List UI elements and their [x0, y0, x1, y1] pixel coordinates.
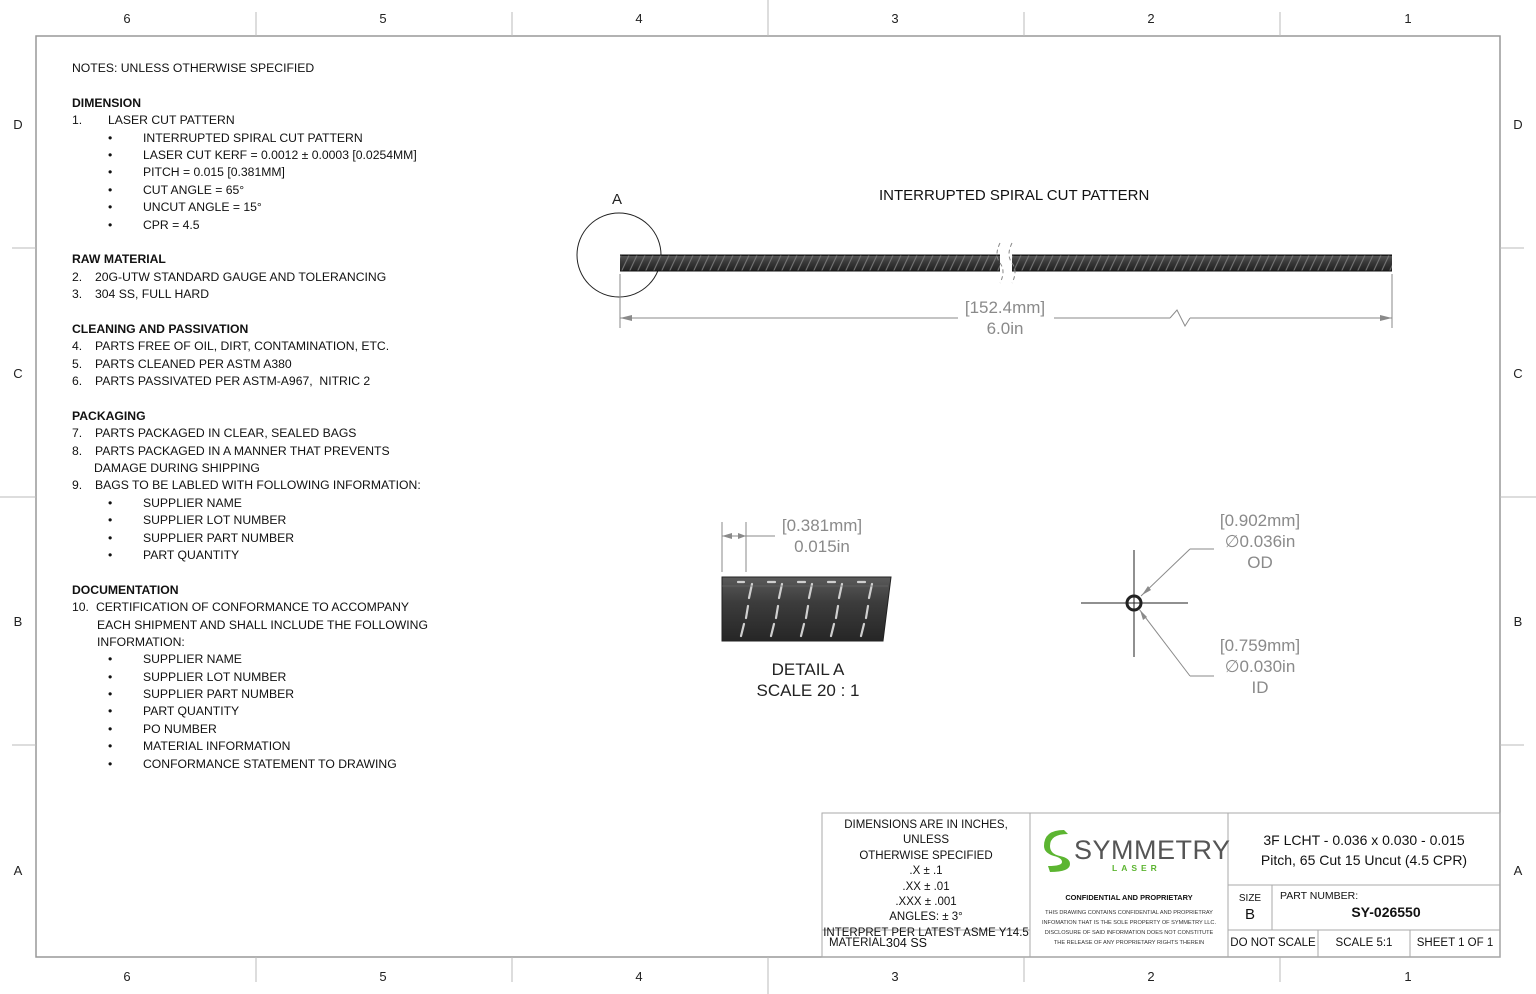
note-text: PART QUANTITY — [143, 704, 240, 719]
bullet-glyph: • — [108, 669, 113, 684]
id-label: ID — [1251, 678, 1269, 697]
tolerance-line: .XXX ± .001 — [895, 896, 957, 909]
note-text: DAMAGE DURING SHIPPING — [94, 460, 260, 475]
note-number: 8. — [72, 443, 83, 458]
tolerance-block — [822, 818, 1030, 941]
zone-col-5: 5 — [379, 11, 387, 26]
zone-col-2: 2 — [1147, 11, 1155, 26]
zone-col-1: 1 — [1404, 11, 1412, 26]
part-title-line-2: Pitch, 65 Cut 15 Uncut (4.5 CPR) — [1260, 852, 1468, 868]
notes-bullet-item — [72, 721, 512, 738]
zone-col-3-bottom: 3 — [891, 969, 899, 984]
notes-bullet-item — [72, 703, 512, 720]
note-text: PART QUANTITY — [143, 547, 240, 562]
zone-col-4-bottom: 4 — [635, 969, 643, 984]
note-text: 304 SS, FULL HARD — [95, 287, 210, 302]
length-dimension-in: 6.0in — [986, 319, 1024, 338]
note-text: BAGS TO BE LABLED WITH FOLLOWING INFORMATION: — [95, 478, 421, 493]
note-text: MATERIAL INFORMATION — [143, 739, 291, 754]
note-number: 7. — [72, 426, 83, 441]
notes-body — [72, 77, 512, 773]
notes-bullet-item — [72, 512, 512, 529]
sheet-number: SHEET 1 OF 1 — [1416, 937, 1494, 949]
bullet-glyph: • — [108, 721, 113, 736]
section-view — [1081, 549, 1214, 676]
note-text: PITCH = 0.015 [0.381MM] — [143, 165, 285, 180]
bullet-glyph: • — [108, 147, 113, 162]
note-number: 3. — [72, 287, 83, 302]
size-label: SIZE — [1238, 893, 1262, 904]
bullet-glyph: • — [108, 739, 113, 754]
notes-bullet-item — [72, 756, 512, 773]
pitch-dimension-in: 0.015in — [794, 537, 850, 556]
zone-row-a: A — [13, 863, 23, 878]
notes-spacer — [72, 564, 512, 581]
company-name: SYMMETRY — [1074, 835, 1231, 865]
notes-bullet-item — [72, 199, 512, 216]
tube-left-segment — [620, 255, 1000, 271]
tolerance-line: .X ± .1 — [909, 865, 943, 878]
main-view-title: INTERRUPTED SPIRAL CUT PATTERN — [879, 187, 1150, 204]
notes-numbered-item — [72, 373, 512, 390]
notes-bullet-item — [72, 217, 512, 234]
confidential-text — [1030, 908, 1228, 948]
note-text: PARTS CLEANED PER ASTM A380 — [95, 356, 292, 371]
do-not-scale: DO NOT SCALE — [1230, 937, 1316, 949]
tolerance-line: .XX ± .01 — [902, 880, 950, 893]
note-text: 20G-UTW STANDARD GAUGE AND TOLERANCING — [95, 269, 387, 284]
notes-section-heading: RAW MATERIAL — [72, 252, 166, 267]
note-text: PO NUMBER — [143, 721, 217, 736]
od-label: OD — [1247, 553, 1273, 572]
drawing-notes — [72, 60, 512, 773]
notes-section-heading: DIMENSION — [72, 95, 142, 110]
tube-right-segment — [1012, 255, 1392, 271]
symmetry-logo-mark — [1044, 830, 1070, 872]
notes-numbered-item — [72, 477, 512, 494]
part-number-label: PART NUMBER: — [1280, 890, 1359, 902]
zone-row-a-right: A — [1513, 863, 1523, 878]
bullet-glyph: • — [108, 182, 113, 197]
note-text: CONFORMANCE STATEMENT TO DRAWING — [143, 756, 397, 771]
confidential-heading: CONFIDENTIAL AND PROPRIETARY — [1065, 893, 1193, 902]
notes-bullet-item — [72, 651, 512, 668]
zone-row-d: D — [13, 117, 23, 132]
zone-col-1-bottom: 1 — [1404, 969, 1412, 984]
bullet-glyph: • — [108, 687, 113, 702]
zone-row-b-right: B — [1513, 614, 1523, 629]
notes-bullet-item — [72, 738, 512, 755]
notes-numbered-item — [72, 286, 512, 303]
note-number: 10. — [72, 600, 89, 615]
tolerance-line: INTERPRET PER LATEST ASME Y14.5 — [823, 926, 1029, 939]
part-title-line-1: 3F LCHT - 0.036 x 0.030 - 0.015 — [1263, 832, 1465, 848]
bullet-glyph: • — [108, 547, 113, 562]
note-number: 4. — [72, 339, 83, 354]
od-dimension-mm: [0.902mm] — [1219, 511, 1301, 530]
note-number: 1. — [72, 113, 83, 128]
size-value: B — [1244, 906, 1255, 923]
bullet-glyph: • — [108, 530, 113, 545]
notes-numbered-item — [72, 460, 512, 477]
notes-bullet-item — [72, 495, 512, 512]
notes-bullet-item — [72, 686, 512, 703]
note-text: LASER CUT PATTERN — [108, 113, 235, 128]
notes-section-heading: PACKAGING — [72, 408, 146, 423]
notes-numbered-item — [72, 425, 512, 442]
notes-numbered-item — [72, 356, 512, 373]
notes-numbered-item — [72, 112, 512, 129]
confidential-line: DISCLOSURE OF SAID INFORMATION DOES NOT CONSTITUTE — [1044, 930, 1214, 936]
notes-numbered-item — [72, 617, 512, 634]
note-text: PARTS PACKAGED IN CLEAR, SEALED BAGS — [95, 426, 357, 441]
length-dimension-mm: [152.4mm] — [964, 298, 1046, 317]
company-subname: LASER — [1112, 863, 1161, 873]
note-text: SUPPLIER PART NUMBER — [143, 687, 295, 702]
od-dimension-in: ∅0.036in — [1224, 532, 1296, 551]
zone-row-c-right: C — [1513, 366, 1523, 381]
tolerance-line: ANGLES: ± 3° — [889, 911, 963, 924]
sheet-scale: SCALE 5:1 — [1335, 937, 1393, 949]
note-text: PARTS PASSIVATED PER ASTM-A967, NITRIC 2 — [95, 374, 371, 389]
note-number: 6. — [72, 374, 83, 389]
notes-numbered-item — [72, 338, 512, 355]
note-text: SUPPLIER NAME — [143, 652, 242, 667]
zone-col-2-bottom: 2 — [1147, 969, 1155, 984]
note-text: SUPPLIER LOT NUMBER — [143, 669, 287, 684]
part-title — [1228, 830, 1500, 870]
notes-numbered-item — [72, 599, 512, 616]
notes-bullet-item — [72, 164, 512, 181]
confidential-line: THIS DRAWING CONTAINS CONFIDENTIAL AND PROPRIETRAY — [1045, 910, 1213, 916]
notes-spacer — [72, 303, 512, 320]
bullet-glyph: • — [108, 200, 113, 215]
notes-numbered-item — [72, 269, 512, 286]
material-value: 304 SS — [886, 936, 928, 950]
note-text: CPR = 4.5 — [143, 217, 200, 232]
notes-bullet-item — [72, 130, 512, 147]
notes-section-heading: DOCUMENTATION — [72, 582, 179, 597]
note-number: 5. — [72, 356, 83, 371]
notes-bullet-item — [72, 182, 512, 199]
note-text: PARTS FREE OF OIL, DIRT, CONTAMINATION, ETC. — [95, 339, 390, 354]
note-text: INFORMATION: — [97, 634, 185, 649]
detail-a-scale: SCALE 20 : 1 — [756, 681, 860, 700]
notes-spacer — [72, 234, 512, 251]
tolerance-line: DIMENSIONS ARE IN INCHES, UNLESS — [844, 819, 1008, 847]
detail-a-label: DETAIL A — [771, 660, 845, 679]
zone-col-6-bottom: 6 — [123, 969, 131, 984]
bullet-glyph: • — [108, 165, 113, 180]
note-text: CUT ANGLE = 65° — [143, 182, 245, 197]
bullet-glyph: • — [108, 495, 113, 510]
zone-row-c: C — [13, 366, 23, 381]
zone-row-b: B — [13, 614, 23, 629]
notes-section-heading: CLEANING AND PASSIVATION — [72, 321, 249, 336]
zone-col-5-bottom: 5 — [379, 969, 387, 984]
zone-row-d-right: D — [1513, 117, 1523, 132]
notes-bullet-item — [72, 530, 512, 547]
bullet-glyph: • — [108, 513, 113, 528]
note-text: LASER CUT KERF = 0.0012 ± 0.0003 [0.0254MM] — [143, 147, 417, 162]
id-dimension-mm: [0.759mm] — [1219, 636, 1301, 655]
pitch-dimension-mm: [0.381mm] — [781, 516, 863, 535]
bullet-glyph: • — [108, 652, 113, 667]
bullet-glyph: • — [108, 756, 113, 771]
bullet-glyph: • — [108, 704, 113, 719]
confidential-line: THE RELEASE OF ANY PROPRIETARY RIGHTS THEREIN — [1053, 940, 1205, 946]
confidential-line: INFOMATION THAT IS THE SOLE PROPERTY OF SYMMETRY LLC. — [1041, 920, 1217, 926]
note-text: SUPPLIER NAME — [143, 495, 242, 510]
notes-bullet-item — [72, 669, 512, 686]
notes-bullet-item — [72, 547, 512, 564]
tolerance-line: OTHERWISE SPECIFIED — [859, 849, 993, 862]
note-number: 9. — [72, 478, 83, 493]
part-number-value: SY-026550 — [1351, 904, 1421, 920]
detail-callout-label: A — [612, 191, 623, 208]
id-dimension-in: ∅0.030in — [1224, 657, 1296, 676]
material-label: MATERIAL: — [829, 937, 889, 949]
note-text: SUPPLIER LOT NUMBER — [143, 513, 287, 528]
zone-col-4: 4 — [635, 11, 643, 26]
bullet-glyph: • — [108, 217, 113, 232]
notes-numbered-item — [72, 443, 512, 460]
zone-col-6: 6 — [123, 11, 131, 26]
note-text: PARTS PACKAGED IN A MANNER THAT PREVENTS — [95, 443, 390, 458]
zone-col-3: 3 — [891, 11, 899, 26]
notes-spacer — [72, 77, 512, 94]
bullet-glyph: • — [108, 130, 113, 145]
note-text: SUPPLIER PART NUMBER — [143, 530, 295, 545]
note-text: EACH SHIPMENT AND SHALL INCLUDE THE FOLLOWING — [97, 617, 428, 632]
notes-header: NOTES: UNLESS OTHERWISE SPECIFIED — [72, 61, 315, 75]
notes-bullet-item — [72, 147, 512, 164]
note-text: INTERRUPTED SPIRAL CUT PATTERN — [143, 130, 363, 145]
note-number: 2. — [72, 269, 83, 284]
note-text: CERTIFICATION OF CONFORMANCE TO ACCOMPANY — [96, 600, 410, 615]
notes-spacer — [72, 390, 512, 407]
note-text: UNCUT ANGLE = 15° — [143, 200, 262, 215]
notes-numbered-item — [72, 634, 512, 651]
